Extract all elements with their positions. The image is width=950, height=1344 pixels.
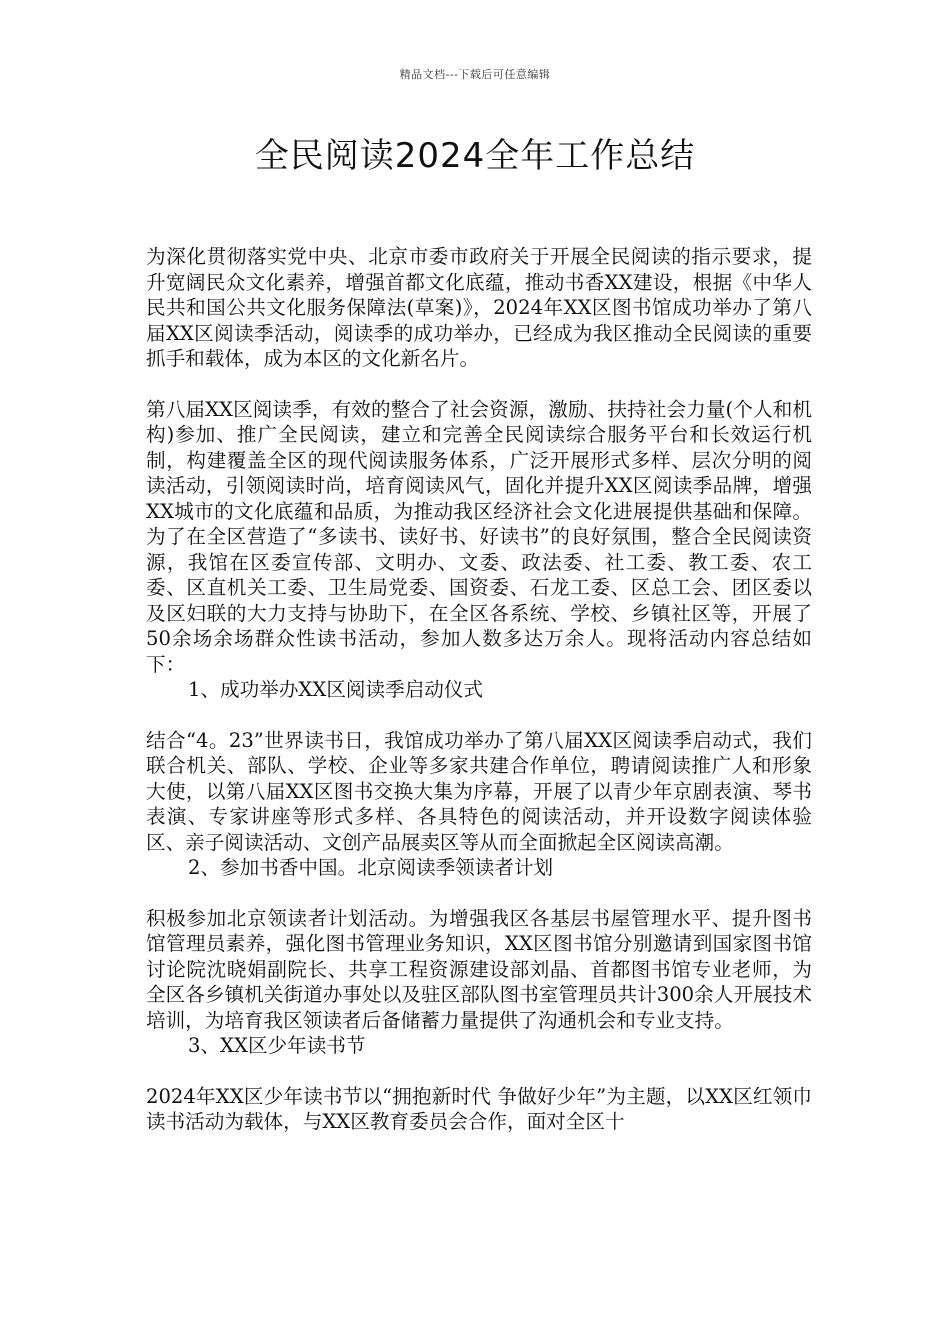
document-body bbox=[146, 244, 812, 1135]
section-2-paragraph: 积极参加北京领读者计划活动。为增强我区各基层书屋管理水平、提升图书馆管理员素养，强化图书管理业务知识，XX区图书馆分别邀请到国家图书馆讨论院沈晓娟副院长、共享工程资源建设部刘晶、首都图书馆专业老师，为全区各乡镇机关街道办事处以及驻区部队图书室管理员共计300余人开展技术培训，为培育我区领读者后备储蓄力量提供了沟通机会和专业支持。 bbox=[146, 906, 812, 1032]
header-note: 精品文档---下载后可任意编辑 bbox=[399, 68, 551, 81]
section-1-paragraph: 结合“4。23”世界读书日，我馆成功举办了第八届XX区阅读季启动式，我们联合机关、部队、学校、企业等多家共建合作单位，聘请阅读推广人和形象大使，以第八届XX区图书交换大集为序幕，开展了以青少年京剧表演、琴书表演、专家讲座等形式多样、各具特色的阅读活动，并开设数字阅读体验区、亲子阅读活动、文创产品展卖区等从而全面掀起全区阅读高潮。 bbox=[146, 728, 812, 854]
document-title: 全民阅读2024全年工作总结 bbox=[254, 136, 696, 176]
intro-paragraph: 为深化贯彻落实党中央、北京市委市政府关于开展全民阅读的指示要求，提升宽阔民众文化素养，增强首都文化底蕴，推动书香XX建设，根据《中华人民共和国公共文化服务保障法(草案)》，2024年XX区图书馆成功举办了第八届XX区阅读季活动，阅读季的成功举办，已经成为我区推动全民阅读的重要抓手和载体，成为本区的文化新名片。 bbox=[146, 245, 812, 370]
section-heading-1: 1、成功举办XX区阅读季启动仪式 bbox=[188, 678, 484, 701]
section-heading-3: 3、XX区少年读书节 bbox=[188, 1034, 366, 1057]
section-heading-2: 2、参加书香中国。北京阅读季领读者计划 bbox=[188, 856, 554, 879]
section-3-paragraph: 2024年XX区少年读书节以“拥抱新时代 争做好少年”为主题，以XX区红领巾读书活动为载体，与XX区教育委员会合作，面对全区十 bbox=[146, 1084, 812, 1133]
overview-paragraph: 第八届XX区阅读季，有效的整合了社会资源，激励、扶持社会力量(个人和机构)参加、推广全民阅读，建立和完善全民阅读综合服务平台和长效运行机制，构建覆盖全区的现代阅读服务体系，广泛开展形式多样、层次分明的阅读活动，引领阅读时尚，培育阅读风气，固化并提升XX区阅读季品牌，增强XX城市的文化底蕴和品质，为推动我区经济社会文化进展提供基础和保障。为了在全区营造了“多读书、读好书、好读书”的良好氛围，整合全民阅读资源，我馆在区委宣传部、文明办、文委、政法委、社工委、教工委、农工委、区直机关工委、卫生局党委、国资委、石龙工委、区总工会、团区委以及区妇联的大力支持与协助下，在全区各系统、学校、乡镇社区等，开展了50余场余场群众性读书活动，参加人数多达万余人。现将活动内容总结如下： bbox=[146, 397, 812, 676]
